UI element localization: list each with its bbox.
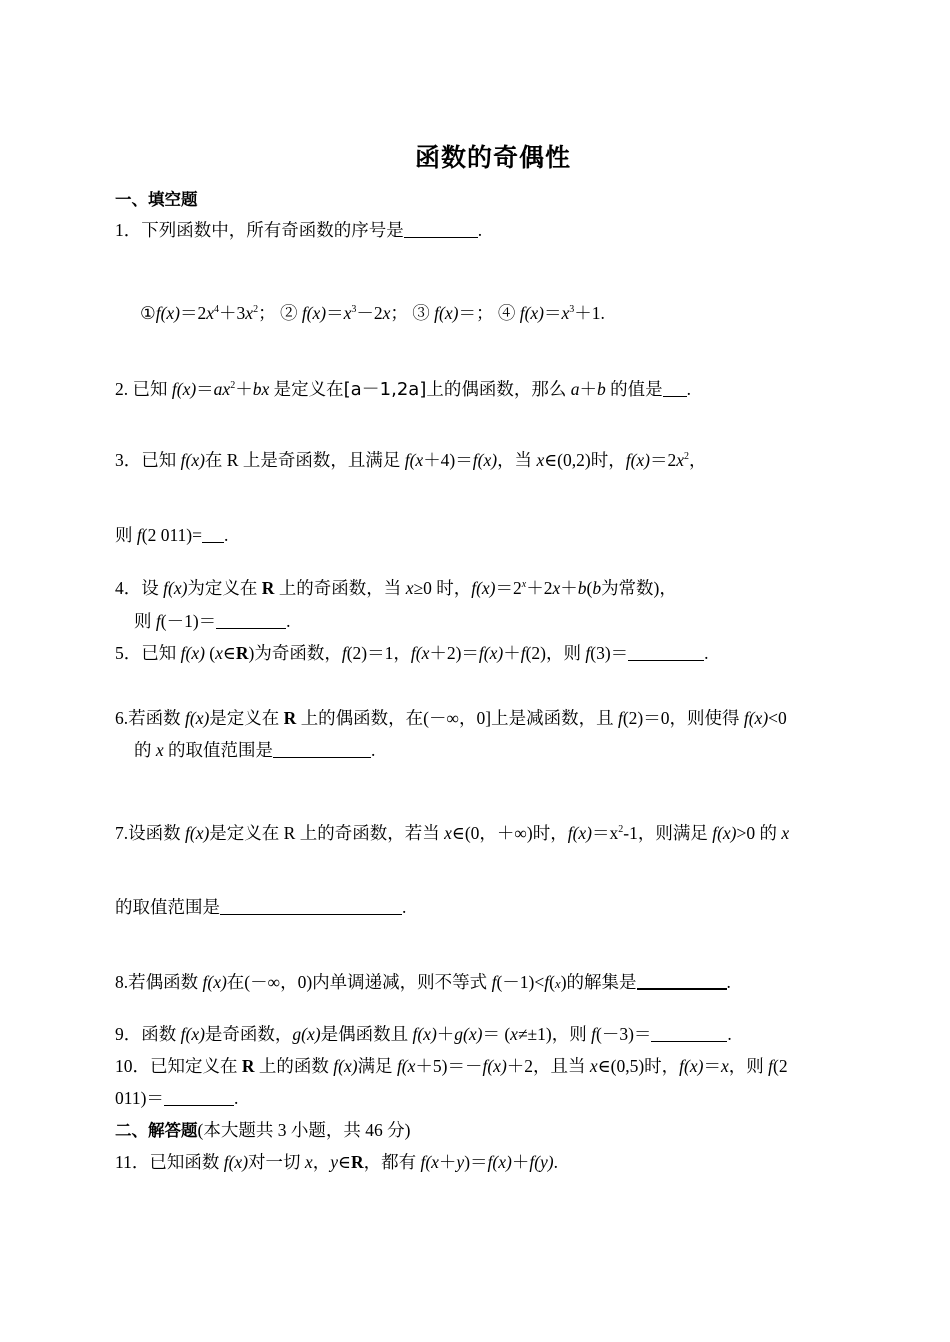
question-11: 11．已知函数 f(x)对一切 x，y∈R，都有 f(x＋y)＝f(x)＋f(y). bbox=[115, 1152, 558, 1172]
question-2: 2. 已知 $f(x)=ax^2+bx$ 是定义在[a－1,2a]上的偶函数，那么 a＋b 的值是 . bbox=[115, 379, 691, 400]
question-7-line-2: 的取值范围是 . bbox=[115, 897, 407, 917]
answer-blank bbox=[220, 897, 402, 915]
section-heading-answers: 二、解答题(本大题共 3 小题，共 46 分) bbox=[115, 1120, 411, 1140]
question-10: 10．已知定义在 R 上的函数 f(x)满足 f(x＋5)＝－f(x)＋2，且当 x∈(0,5)时，f(x)＝x，则 f(2 bbox=[115, 1056, 788, 1076]
section-heading-fill-in: 一、填空题 bbox=[115, 190, 198, 209]
answer-blank bbox=[663, 379, 687, 397]
answer-blank bbox=[202, 525, 224, 543]
question-3-line-2: 则 f(2 011)= . bbox=[115, 525, 229, 545]
page-title: 函数的奇偶性 bbox=[414, 143, 571, 172]
question-3: 3．已知 f(x)在 R 上是奇函数，且满足 f(x＋4)＝f(x)，当 x∈(0,2)时，$f(x)=2x^2$， bbox=[115, 450, 707, 470]
question-9: 9．函数 f(x)是奇函数，g(x)是偶函数且 f(x)＋g(x)＝ (x≠±1)，则 f(－3)＝ . bbox=[115, 1024, 732, 1044]
answer-blank bbox=[637, 971, 727, 990]
answer-blank bbox=[404, 220, 478, 238]
question-1: 1．下列函数中，所有奇函数的序号是 . bbox=[115, 220, 483, 240]
question-5: 5．已知 f(x) (x∈R)为奇函数，f(2)＝1，f(x＋2)＝f(x)＋f(2)，则 f(3)＝ . bbox=[115, 643, 709, 663]
question-10-line-2: 011)＝ . bbox=[115, 1088, 239, 1108]
answer-blank bbox=[651, 1024, 727, 1042]
question-4-line-2: 则 f(－1)＝ . bbox=[134, 611, 291, 631]
question-7: 7.设函数 f(x)是定义在 R 上的奇函数，若当 x∈(0，＋∞)时，$f(x)=x^2-1$，则满足 f(x)>0 的 x bbox=[115, 823, 790, 843]
question-6-line-2: 的 x 的取值范围是 . bbox=[134, 740, 376, 760]
answer-blank bbox=[628, 643, 704, 661]
answer-blank bbox=[216, 611, 286, 629]
question-6: 6.若函数 f(x)是定义在 R 上的偶函数，在(－∞，0]上是减函数，且 f(2)＝0，则使得 f(x)<0 bbox=[115, 708, 787, 728]
question-4: 4．设 f(x)为定义在 R 上的奇函数，当 x≥0 时，$f(x)=2^x+2x+b(b$为常数)， bbox=[115, 578, 677, 598]
question-1-options: $①f(x)=2x^4+3x^2$； ② $f(x)=x^3-2x$； ③ f(x)＝； ④ $f(x)=x^3+1$. bbox=[140, 303, 605, 323]
question-8: 8.若偶函数 f(x)在(－∞，0)内单调递减，则不等式 f(－1)<f(x)的解集是 . bbox=[115, 972, 731, 992]
answer-blank bbox=[164, 1088, 234, 1106]
answer-blank bbox=[273, 740, 371, 758]
